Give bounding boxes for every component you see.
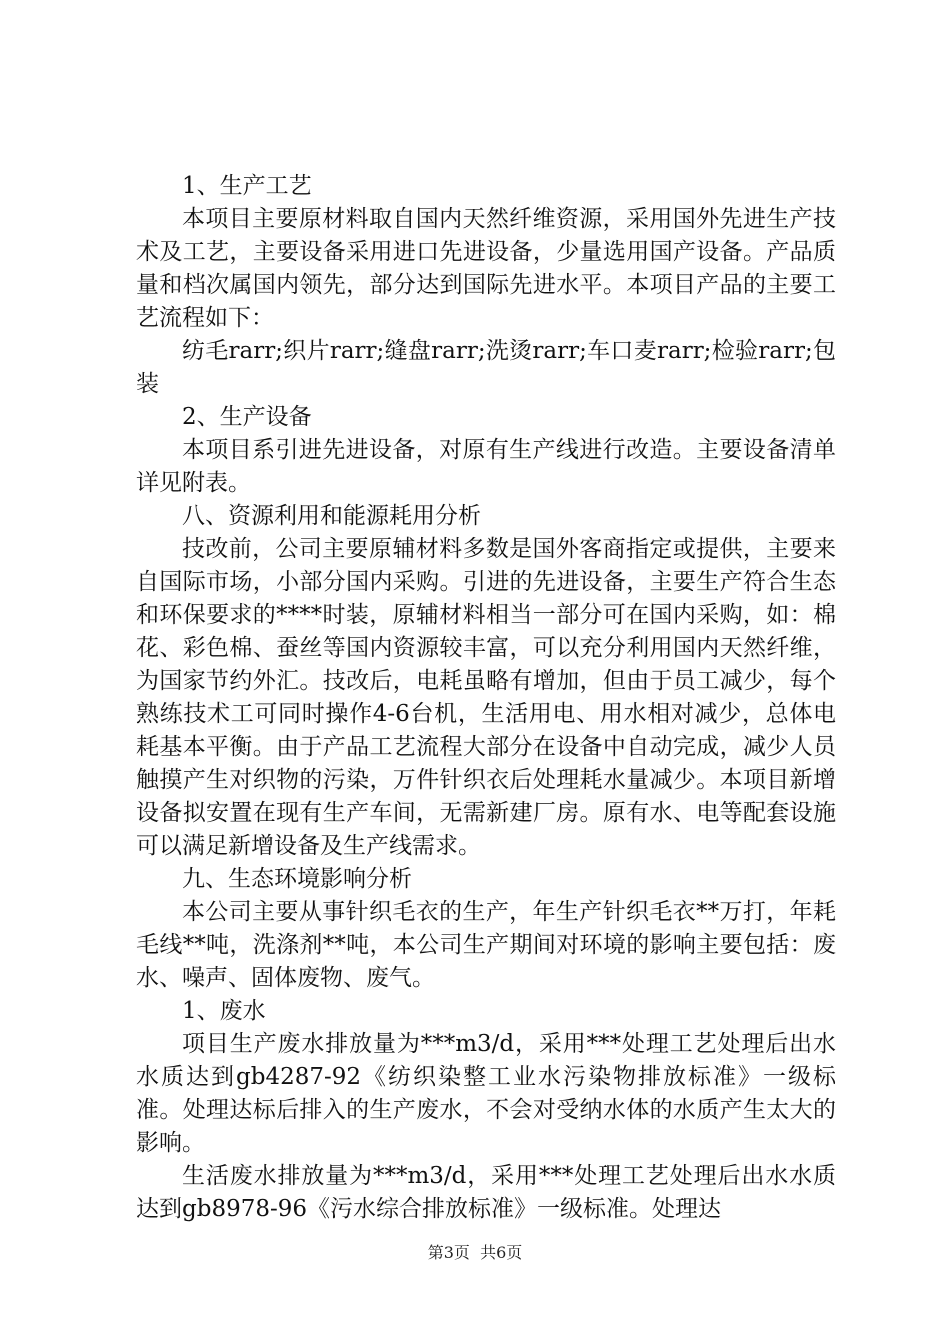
page-number-footer: 第3页 共6页: [427, 1243, 523, 1262]
paragraph-process-flow: 纺毛rarr;织片rarr;缝盘rarr;洗烫rarr;车口麦rarr;检验rarr;包装: [136, 338, 837, 397]
document-body: [136, 170, 836, 1226]
paragraph-equipment: 本项目系引进先进设备，对原有生产线进行改造。主要设备清单详见附表。: [136, 437, 836, 496]
section-heading-wastewater: 1、废水: [182, 998, 266, 1024]
paragraph-resource-energy: 技改前，公司主要原辅材料多数是国外客商指定或提供，主要来自国际市场，小部分国内采购。引进的先进设备，主要生产符合生态和环保要求的****时装，原辅材料相当一部分可在国内采购，如：棉花、彩色棉、蚕丝等国内资源较丰富，可以充分利用国内天然纤维，为国家节约外汇。技改后，电耗虽略有增加，但由于员工减少，每个熟练技术工可同时操作4-6台机，生活用电、用水相对减少，总体电耗基本平衡。由于产品工艺流程大部分在设备中自动完成，减少人员触摸产生对织物的污染，万件针织衣后处理耗水量减少。本项目新增设备拟安置在现有生产车间，无需新建厂房。原有水、电等配套设施可以满足新增设备及生产线需求。: [136, 536, 836, 859]
section-heading-environment: 九、生态环境影响分析: [182, 866, 412, 892]
paragraph-environment: 本公司主要从事针织毛衣的生产，年生产针织毛衣**万打，年耗毛线**吨，洗涤剂**吨，本公司生产期间对环境的影响主要包括：废水、噪声、固体废物、废气。: [136, 899, 836, 991]
paragraph-production-wastewater: 项目生产废水排放量为***m3/d，采用***处理工艺处理后出水水质达到gb4287-92《纺织染整工业水污染物排放标准》一级标准。处理达标后排入的生产废水，不会对受纳水体的水质产生太大的影响。: [136, 1031, 836, 1156]
section-heading-equipment: 2、生产设备: [182, 404, 312, 430]
section-heading-resource-energy: 八、资源利用和能源耗用分析: [182, 503, 481, 529]
paragraph-domestic-wastewater: 生活废水排放量为***m3/d，采用***处理工艺处理后出水水质达到gb8978-96《污水综合排放标准》一级标准。处理达: [136, 1163, 836, 1222]
section-heading-production-process: 1、生产工艺: [182, 173, 312, 199]
paragraph-raw-materials: 本项目主要原材料取自国内天然纤维资源，采用国外先进生产技术及工艺，主要设备采用进口先进设备，少量选用国产设备。产品质量和档次属国内领先，部分达到国际先进水平。本项目产品的主要工艺流程如下：: [136, 206, 836, 331]
